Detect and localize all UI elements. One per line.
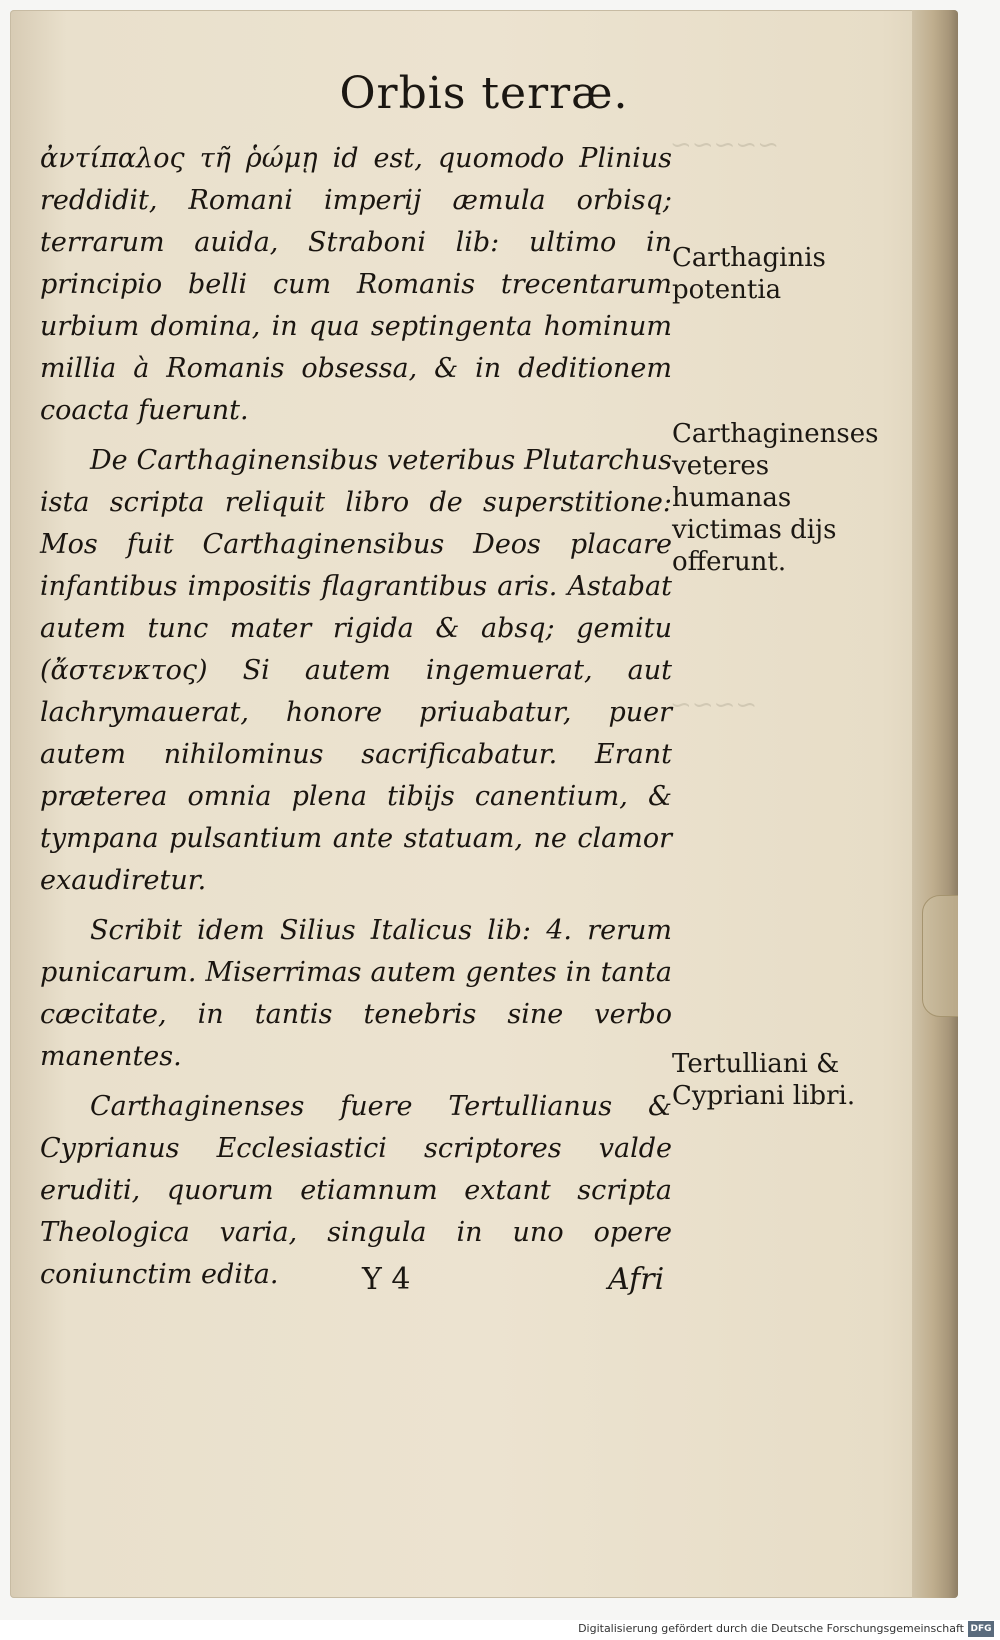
paragraph: ἀντίπαλος τῆ ῥώμῃ id est, quomodo Plinius reddidit, Romani imperij æmula orbisq; terrarum auida, Straboni lib: ultimo in principio belli cum Romanis trecentarum urbium domina, in qua septingenta hominum millia à Romanis obsessa, & in deditionem coacta fuerunt. bbox=[40, 143, 672, 426]
page-footer bbox=[10, 1262, 710, 1302]
paragraph: De Carthaginensibus veteribus Plutarchus ista scripta reliquit libro de superstitione: Mos fuit Carthaginensibus Deos placare infantibus impositis flagrantibus aris. Astabat autem tunc mater rigida & absq; gemitu (ἄστενκτος) Si autem ingemuerat, aut lachrymauerat, honore priuabatur, puer autem nihilominus sacrificabatur. Erant præterea omnia plena tibijs canentium, & tympana pulsantium ante statuam, ne clamor exaudiretur. bbox=[40, 445, 672, 896]
dfg-logo-icon: DFG bbox=[968, 1621, 994, 1637]
signature-mark: Y 4 bbox=[362, 1262, 411, 1297]
page-fore-edge bbox=[912, 10, 958, 1598]
funding-credit: Digitalisierung gefördert durch die Deutsche Forschungsgemeinschaft bbox=[578, 1622, 964, 1635]
bleed-through-text: ~~~~~ bbox=[670, 130, 779, 160]
margin-note: Tertulliani & Cypriani libri. bbox=[672, 1049, 856, 1111]
bleed-through-text: ~~~~ bbox=[670, 690, 758, 720]
margin-note: Carthaginenses veteres humanas victimas dijs offerunt. bbox=[672, 419, 879, 577]
page-tab-mark bbox=[922, 895, 958, 1017]
margin-note: Carthaginis potentia bbox=[672, 243, 826, 305]
main-text-block bbox=[40, 138, 672, 1304]
book-page bbox=[10, 10, 958, 1598]
catchword: Afri bbox=[608, 1262, 665, 1297]
paragraph: Carthaginenses fuere Tertullianus & Cyprianus Ecclesiastici scriptores valde eruditi, quorum etiamnum extant scripta Theologica varia, singula in uno opere coniunctim edita. bbox=[40, 1091, 672, 1290]
paragraph: Scribit idem Silius Italicus lib: 4. rerum punicarum. Miserrimas autem gentes in tanta cæcitate, in tantis tenebris sine verbo manentes. bbox=[40, 915, 672, 1072]
credit-bar bbox=[0, 1620, 1000, 1640]
running-header: Orbis terræ. bbox=[339, 68, 629, 119]
